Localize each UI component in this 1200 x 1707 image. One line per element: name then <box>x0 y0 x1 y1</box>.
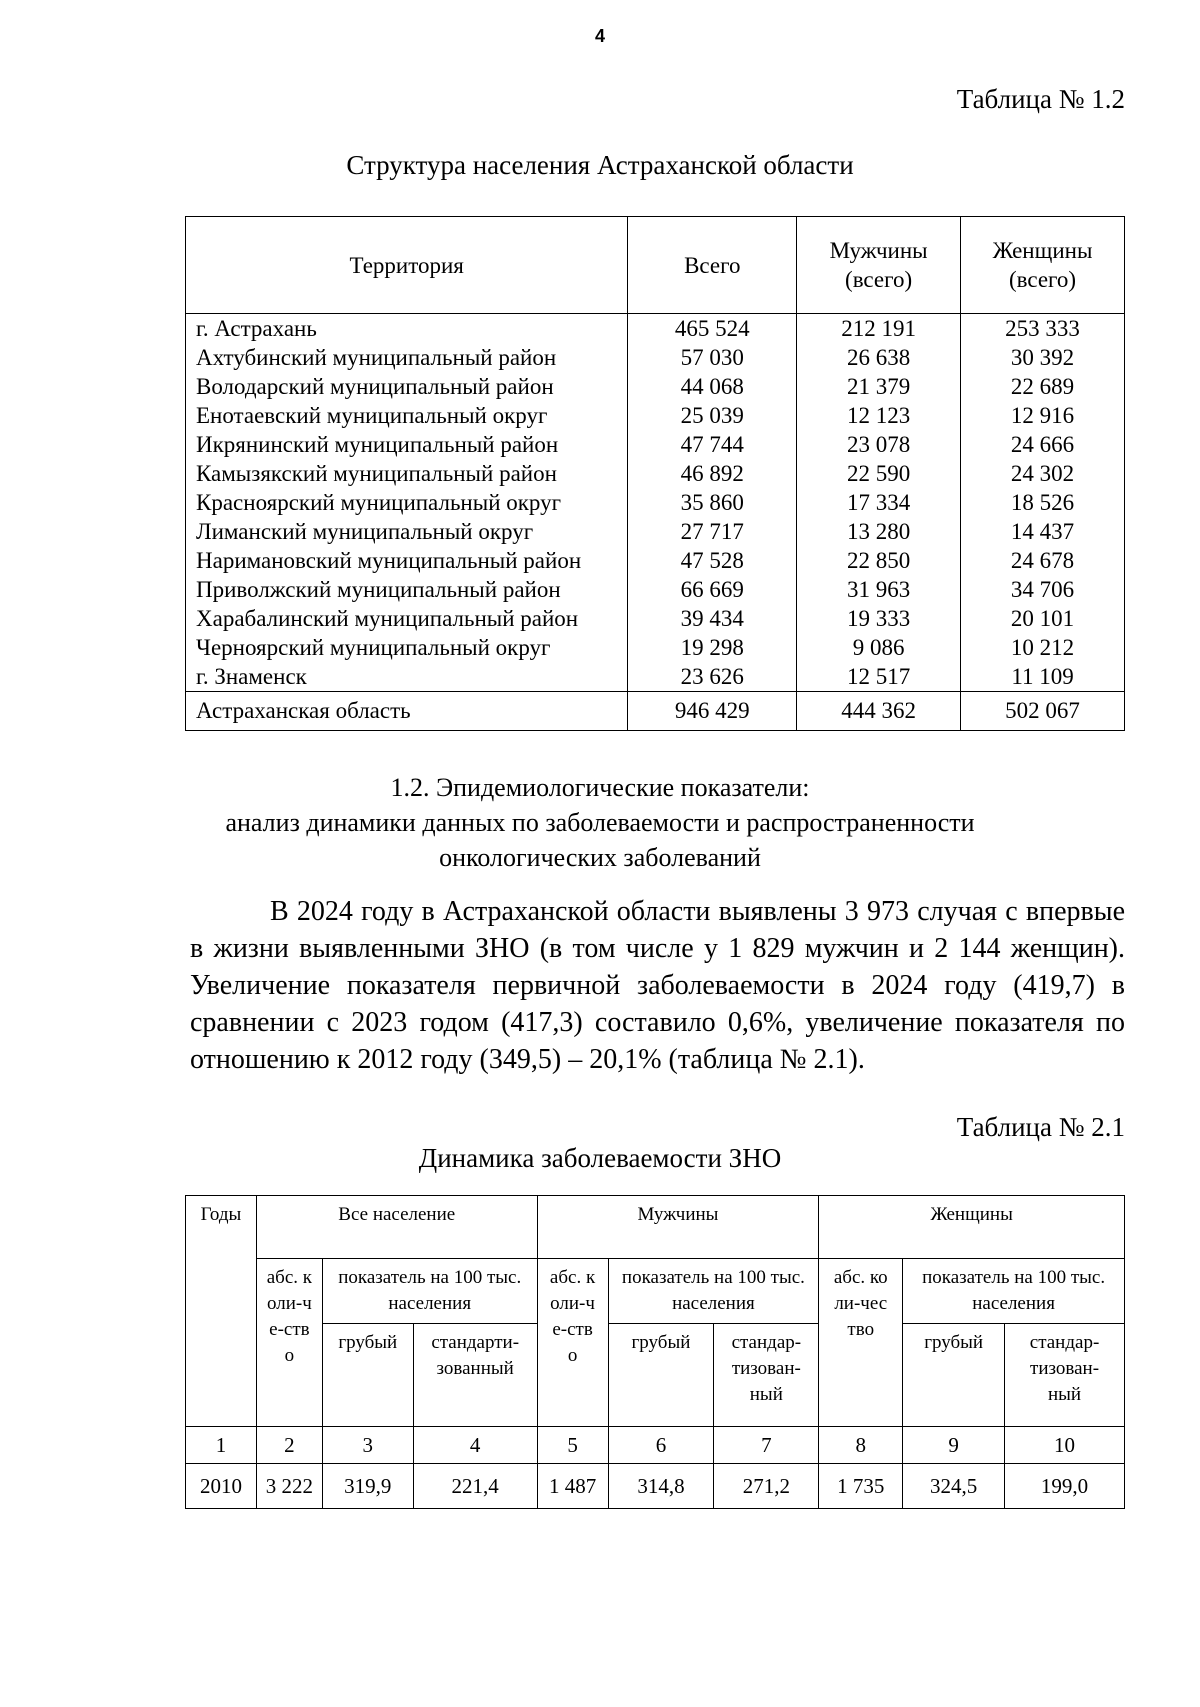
header-abs-men <box>537 1259 608 1427</box>
total-cell: 57 030 <box>628 343 797 372</box>
women-cell: 24 678 <box>961 546 1125 575</box>
column-number: 5 <box>537 1427 608 1464</box>
men-cell: 12 123 <box>797 401 961 430</box>
table-row <box>186 633 1125 662</box>
men-cell: 212 191 <box>797 314 961 344</box>
men-cell: 12 517 <box>797 662 961 692</box>
table-row <box>186 604 1125 633</box>
header-men-group: Мужчины <box>537 1196 819 1259</box>
table-cell: 221,4 <box>413 1464 537 1509</box>
table-cell: 2010 <box>186 1464 257 1509</box>
table-row <box>186 314 1125 344</box>
territory-cell: Енотаевский муниципальный округ <box>186 401 628 430</box>
men-cell: 22 850 <box>797 546 961 575</box>
table-cell: 271,2 <box>714 1464 819 1509</box>
table-1-title: Структура населения Астраханской области <box>346 150 854 180</box>
women-cell: 34 706 <box>961 575 1125 604</box>
header-std-women <box>1005 1324 1125 1427</box>
column-number: 6 <box>608 1427 714 1464</box>
header-std-men-text: стандар-тизован-ный <box>731 1332 802 1405</box>
territory-cell: г. Астрахань <box>186 314 628 344</box>
header-rate-all: показатель на 100 тыс. населения <box>322 1259 537 1324</box>
table-row <box>186 430 1125 459</box>
column-number: 4 <box>413 1427 537 1464</box>
header-women-group: Женщины <box>819 1196 1125 1259</box>
total-cell: 47 744 <box>628 430 797 459</box>
table-2-header-row-1 <box>186 1196 1125 1259</box>
total-women-cell: 502 067 <box>961 692 1125 731</box>
header-std-all: стандарти-зованный <box>413 1324 537 1427</box>
table-cell: 319,9 <box>322 1464 413 1509</box>
men-cell: 22 590 <box>797 459 961 488</box>
header-women-text: Женщины (всего) <box>992 238 1093 292</box>
header-abs-all-text: абс. коли-че-ство <box>266 1267 312 1366</box>
section-heading-line3: онкологических заболеваний <box>439 843 761 872</box>
header-years: Годы <box>186 1196 257 1427</box>
territory-cell: Лиманский муниципальный округ <box>186 517 628 546</box>
header-rate-women: показатель на 100 тыс. населения <box>903 1259 1125 1324</box>
section-heading-line2: анализ динамики данных по заболеваемости и распространенности <box>225 808 975 837</box>
header-men <box>797 217 961 314</box>
header-crude-women: грубый <box>903 1324 1005 1427</box>
column-number: 8 <box>819 1427 903 1464</box>
header-total: Всего <box>628 217 797 314</box>
territory-cell: Ахтубинский муниципальный район <box>186 343 628 372</box>
table-row <box>186 372 1125 401</box>
header-crude-all: грубый <box>322 1324 413 1427</box>
territory-cell: Икрянинский муниципальный район <box>186 430 628 459</box>
total-cell: 465 524 <box>628 314 797 344</box>
women-cell: 20 101 <box>961 604 1125 633</box>
women-cell: 24 666 <box>961 430 1125 459</box>
header-abs-all <box>256 1259 322 1427</box>
total-cell: 23 626 <box>628 662 797 692</box>
table-row <box>186 459 1125 488</box>
body-paragraph <box>190 893 1125 1078</box>
total-cell: 46 892 <box>628 459 797 488</box>
total-cell: 19 298 <box>628 633 797 662</box>
men-cell: 9 086 <box>797 633 961 662</box>
header-men-text: Мужчины (всего) <box>829 238 928 292</box>
table-row <box>186 1464 1125 1509</box>
table-row <box>186 488 1125 517</box>
men-cell: 31 963 <box>797 575 961 604</box>
women-cell: 12 916 <box>961 401 1125 430</box>
section-heading <box>0 770 1200 875</box>
total-men-cell: 444 362 <box>797 692 961 731</box>
total-total-cell: 946 429 <box>628 692 797 731</box>
column-number: 2 <box>256 1427 322 1464</box>
total-cell: 39 434 <box>628 604 797 633</box>
women-cell: 30 392 <box>961 343 1125 372</box>
column-number: 7 <box>714 1427 819 1464</box>
section-heading-line1: 1.2. Эпидемиологические показатели: <box>390 773 810 802</box>
men-cell: 17 334 <box>797 488 961 517</box>
table-row <box>186 662 1125 692</box>
header-std-women-text: стандар-тизован-ный <box>1029 1332 1100 1405</box>
territory-cell: Харабалинский муниципальный район <box>186 604 628 633</box>
total-row <box>186 692 1125 731</box>
women-cell: 24 302 <box>961 459 1125 488</box>
column-number-row <box>186 1427 1125 1464</box>
table-cell: 324,5 <box>903 1464 1005 1509</box>
territory-cell: г. Знаменск <box>186 662 628 692</box>
table-2-title: Динамика заболеваемости ЗНО <box>418 1143 782 1173</box>
table-cell: 1 735 <box>819 1464 903 1509</box>
men-cell: 23 078 <box>797 430 961 459</box>
total-cell: 47 528 <box>628 546 797 575</box>
women-cell: 22 689 <box>961 372 1125 401</box>
men-cell: 26 638 <box>797 343 961 372</box>
women-cell: 11 109 <box>961 662 1125 692</box>
header-rate-men: показатель на 100 тыс. населения <box>608 1259 819 1324</box>
table-cell: 1 487 <box>537 1464 608 1509</box>
total-cell: 35 860 <box>628 488 797 517</box>
men-cell: 13 280 <box>797 517 961 546</box>
women-cell: 18 526 <box>961 488 1125 517</box>
women-cell: 253 333 <box>961 314 1125 344</box>
table-1-label: Таблица № 1.2 <box>956 84 1125 114</box>
men-cell: 21 379 <box>797 372 961 401</box>
incidence-table <box>185 1195 1125 1509</box>
column-number: 10 <box>1005 1427 1125 1464</box>
header-crude-men: грубый <box>608 1324 714 1427</box>
women-cell: 14 437 <box>961 517 1125 546</box>
column-number: 3 <box>322 1427 413 1464</box>
territory-cell: Наримановский муниципальный район <box>186 546 628 575</box>
women-cell: 10 212 <box>961 633 1125 662</box>
header-territory: Территория <box>186 217 628 314</box>
total-territory-cell: Астраханская область <box>186 692 628 731</box>
table-row <box>186 517 1125 546</box>
table-row <box>186 401 1125 430</box>
header-abs-women-text: абс. коли-чество <box>833 1267 888 1340</box>
table-2-label: Таблица № 2.1 <box>956 1112 1125 1142</box>
table-row <box>186 575 1125 604</box>
table-2-header-row-3 <box>186 1324 1125 1427</box>
page-number: 4 <box>594 26 605 46</box>
table-cell: 314,8 <box>608 1464 714 1509</box>
header-abs-women <box>819 1259 903 1427</box>
table-cell: 199,0 <box>1005 1464 1125 1509</box>
header-std-men <box>714 1324 819 1427</box>
header-abs-men-text: абс. коли-че-ство <box>549 1267 596 1366</box>
header-women <box>961 217 1125 314</box>
total-cell: 25 039 <box>628 401 797 430</box>
total-cell: 44 068 <box>628 372 797 401</box>
table-cell: 3 222 <box>256 1464 322 1509</box>
total-cell: 27 717 <box>628 517 797 546</box>
header-all-population: Все население <box>256 1196 537 1259</box>
territory-cell: Черноярский муниципальный округ <box>186 633 628 662</box>
column-number: 1 <box>186 1427 257 1464</box>
territory-cell: Приволжский муниципальный район <box>186 575 628 604</box>
territory-cell: Володарский муниципальный район <box>186 372 628 401</box>
table-2-header-row-2 <box>186 1259 1125 1324</box>
territory-cell: Камызякский муниципальный район <box>186 459 628 488</box>
body-paragraph-text: В 2024 году в Астраханской области выявлены 3 973 случая с впервые в жизни выявленными ЗНО (в том числе у 1 829 мужчин и 2 144 женщин). Увеличение показателя первичной заболеваемости в 2024 году (419,7) в сравнении с 2023 годом (417,3) составило 0,6%, увеличение показателя по отношению к 2012 году (349,5) – 20,1% (таблица № 2.1). <box>190 896 1125 1075</box>
men-cell: 19 333 <box>797 604 961 633</box>
table-row <box>186 343 1125 372</box>
total-cell: 66 669 <box>628 575 797 604</box>
table-row <box>186 546 1125 575</box>
table-header-row <box>186 217 1125 314</box>
column-number: 9 <box>903 1427 1005 1464</box>
population-table <box>185 216 1125 731</box>
territory-cell: Красноярский муниципальный округ <box>186 488 628 517</box>
